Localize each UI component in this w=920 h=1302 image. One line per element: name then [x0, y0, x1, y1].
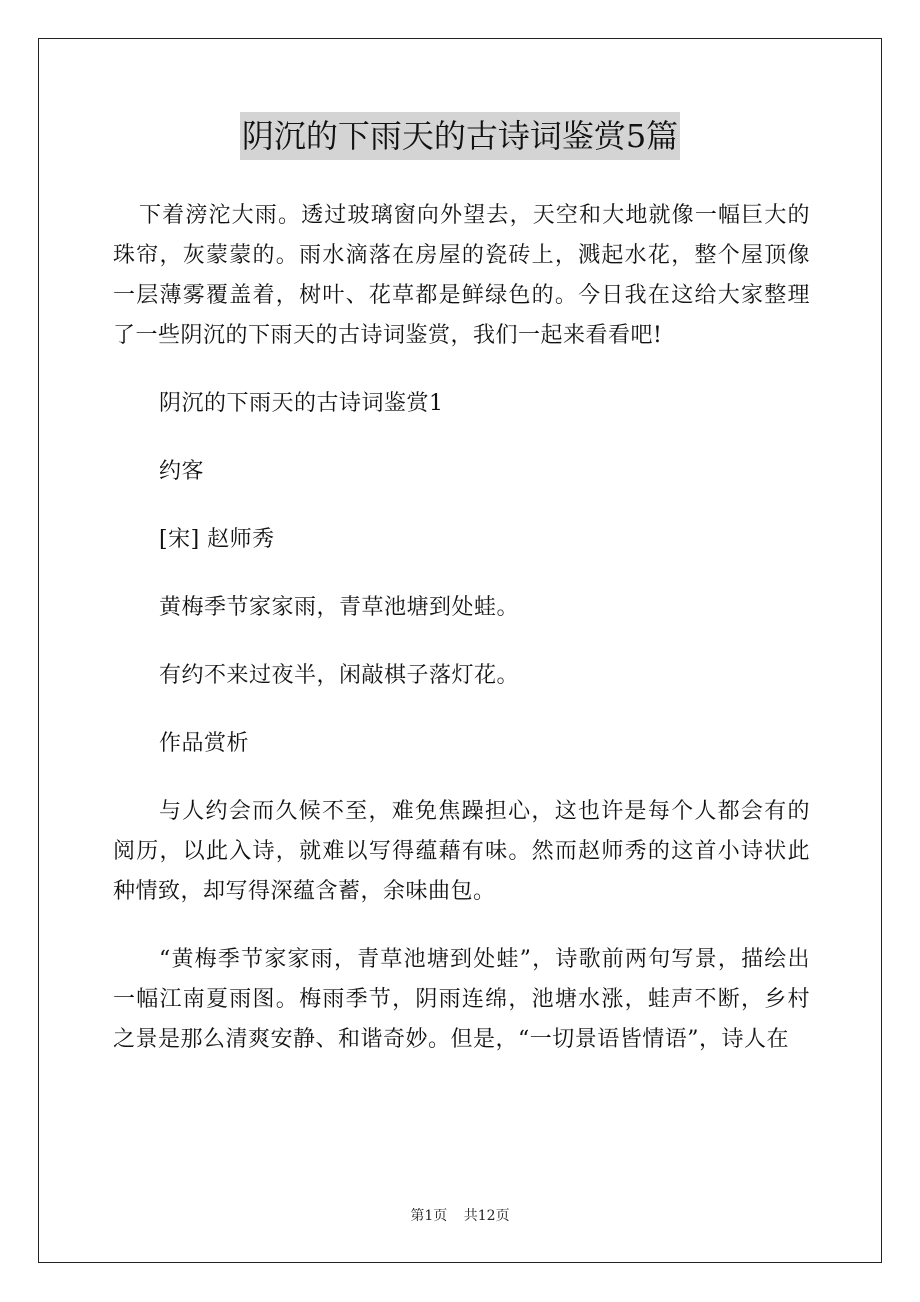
analysis-heading: 作品赏析 — [159, 731, 250, 756]
poem-verse-1: 黄梅季节家家雨，青草池塘到处蛙。 — [159, 595, 520, 620]
analysis-paragraph-2: “黄梅季节家家雨，青草池塘到处蛙”，诗歌前两句写景，描绘出一幅江南夏雨图。梅雨季节，阴雨连绵，池塘水涨，蛙声不断，乡村之景是那么清爽安静、和谐奇妙。但是，“一切景语皆情语”，诗人在 — [113, 947, 810, 1052]
page-footer — [0, 1205, 920, 1225]
document-body — [113, 196, 810, 1088]
document-title — [0, 112, 920, 160]
poem-author: [宋] 赵师秀 — [159, 527, 275, 552]
poem-title: 约客 — [159, 459, 205, 484]
analysis-paragraph-1: 与人约会而久候不至，难免焦躁担心，这也许是每个人都会有的阅历，以此入诗，就难以写得蕴藉有味。然而赵师秀的这首小诗状此种情致，却写得深蕴含蓄，余味曲包。 — [113, 799, 810, 904]
poem-verse-2: 有约不来过夜半，闲敲棋子落灯花。 — [159, 663, 520, 688]
page-total: 共12页 — [463, 1208, 510, 1224]
intro-paragraph: 下着滂沱大雨。透过玻璃窗向外望去，天空和大地就像一幅巨大的珠帘，灰蒙蒙的。雨水滴落在房屋的瓷砖上，溅起水花，整个屋顶像一层薄雾覆盖着，树叶、花草都是鲜绿色的。今日我在这给大家整理了一些阴沉的下雨天的古诗词鉴赏，我们一起来看看吧! — [113, 203, 810, 348]
document-title-text: 阴沉的下雨天的古诗词鉴赏5篇 — [240, 112, 680, 160]
section-heading: 阴沉的下雨天的古诗词鉴赏1 — [159, 391, 444, 416]
page-number: 第1页 — [410, 1208, 448, 1224]
